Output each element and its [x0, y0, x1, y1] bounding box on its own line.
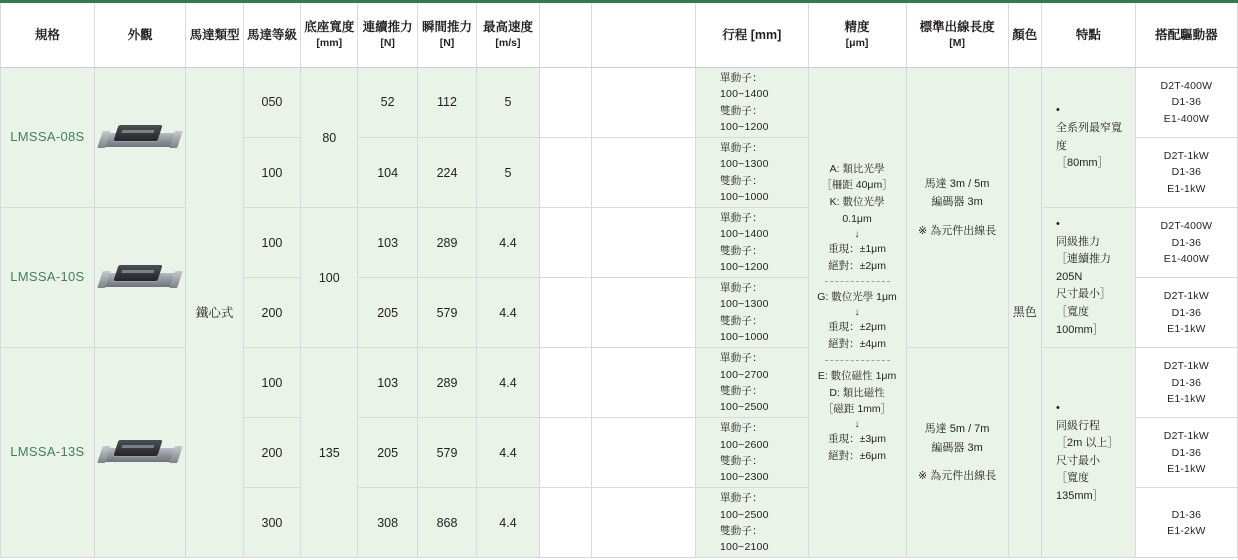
table-row — [1, 68, 1238, 138]
spare-cell-1 — [539, 208, 591, 278]
driver-item: D1-36 — [1171, 306, 1202, 319]
driver-item: D1-36 — [1171, 96, 1202, 109]
header-color: 顏色 — [1008, 2, 1041, 68]
feature-line: ［寬度 100mm］ — [1055, 306, 1104, 336]
header-spec: 規格 — [1, 2, 95, 68]
stroke-line-double: 雙動子：100~1200 — [720, 244, 769, 273]
table-header — [1, 2, 1238, 68]
peak-force: 579 — [417, 418, 476, 488]
table-body — [1, 68, 1238, 558]
stroke-line-single: 單動子：100~1300 — [720, 282, 769, 311]
accuracy-k-label: K: 數位光學 0.1μm — [829, 196, 885, 226]
header-feature: 特點 — [1041, 2, 1135, 68]
driver-item: D2T-1kW — [1163, 430, 1209, 443]
cable-note: ※ 為元件出線長 — [917, 224, 997, 237]
peak-force: 579 — [417, 278, 476, 348]
stroke-range — [696, 138, 809, 208]
header-motor-grade: 馬達等級 — [243, 2, 300, 68]
cable-encoder-length: 編碼器 3m — [931, 196, 983, 209]
feature-line: 同級行程 — [1055, 419, 1100, 432]
motor-grade: 300 — [243, 488, 300, 558]
spare-cell-1 — [539, 68, 591, 138]
feature-line: ［80mm］ — [1055, 157, 1109, 170]
feature-line: 同級推力 — [1055, 235, 1100, 248]
peak-force: 289 — [417, 348, 476, 418]
linear-motor-illustration — [98, 436, 182, 470]
header-spare-1 — [539, 2, 591, 68]
spare-cell-1 — [539, 418, 591, 488]
stroke-range — [696, 348, 809, 418]
bullet-icon: • — [1055, 218, 1060, 231]
stroke-line-double: 雙動子：100~1000 — [720, 314, 769, 343]
header-driver: 搭配驅動器 — [1135, 2, 1237, 68]
spare-cell-2 — [591, 138, 695, 208]
model-name-10s: LMSSA-10S — [1, 208, 95, 348]
appearance-13s — [94, 348, 186, 558]
accuracy-divider-2 — [825, 360, 890, 361]
driver-item: D2T-400W — [1160, 220, 1213, 233]
appearance-08s — [94, 68, 186, 208]
stroke-line-double: 雙動子：100~2100 — [720, 524, 769, 554]
feature-line: ［連續推力 205N — [1055, 253, 1111, 283]
accuracy-absolute-3: 絕對：±6μm — [828, 450, 886, 462]
stroke-range — [696, 278, 809, 348]
down-arrow-icon: ↓ — [854, 307, 860, 319]
driver-list — [1135, 348, 1237, 418]
spare-cell-2 — [591, 348, 695, 418]
driver-item: D1-36 — [1171, 446, 1202, 459]
max-speed: 5 — [477, 138, 540, 208]
max-speed: 4.4 — [477, 488, 540, 558]
bullet-icon: • — [1055, 104, 1060, 117]
continuous-force: 52 — [358, 68, 417, 138]
driver-item: E1-400W — [1163, 252, 1209, 265]
header-peak-force: 瞬間推力 [N] — [417, 2, 476, 68]
stroke-line-double: 雙動子：100~1000 — [720, 174, 769, 203]
feature-line: 全系列最窄寬度 — [1055, 121, 1122, 152]
spare-cell-2 — [591, 68, 695, 138]
header-motor-type: 馬達類型 — [186, 2, 243, 68]
stroke-line-single: 單動子：100~2700 — [720, 352, 769, 381]
spare-cell-1 — [539, 278, 591, 348]
accuracy-d-pitch: ［磁距 1mm］ — [822, 403, 892, 416]
peak-force: 289 — [417, 208, 476, 278]
accuracy-d-label: D: 類比磁性 — [829, 386, 885, 399]
driver-item: D1-36 — [1171, 236, 1202, 249]
accuracy-repeat-3: 重現：±3μm — [828, 433, 886, 446]
driver-list — [1135, 138, 1237, 208]
accuracy-a-pitch: ［柵距 40μm］ — [821, 179, 893, 192]
peak-force: 112 — [417, 68, 476, 138]
accuracy-group-2 — [815, 289, 900, 352]
accuracy-absolute-2: 絕對：±4μm — [828, 338, 886, 351]
driver-item: E1-400W — [1163, 112, 1209, 125]
driver-list — [1135, 278, 1237, 348]
base-width-08s: 80 — [301, 68, 358, 208]
stroke-line-single: 單動子：100~2600 — [720, 422, 769, 451]
header-row — [1, 2, 1238, 68]
spare-cell-1 — [539, 488, 591, 558]
header-max-speed: 最高速度 [m/s] — [477, 2, 540, 68]
max-speed: 5 — [477, 68, 540, 138]
accuracy-group-3 — [815, 368, 900, 465]
accuracy-repeat-1: 重現：±1μm — [828, 242, 886, 255]
accuracy-e-label: E: 數位磁性 1μm — [817, 369, 897, 382]
stroke-range — [696, 208, 809, 278]
header-continuous-force: 連續推力 [N] — [358, 2, 417, 68]
feature-line: 尺寸最小］ — [1055, 288, 1111, 301]
accuracy-divider-1 — [825, 281, 890, 282]
driver-item: D2T-1kW — [1163, 290, 1209, 303]
accuracy-repeat-2: 重現：±2μm — [828, 321, 886, 334]
motor-grade: 100 — [243, 138, 300, 208]
accuracy-a-label: A: 類比光學 — [829, 162, 885, 175]
bullet-icon: • — [1055, 402, 1060, 415]
max-speed: 4.4 — [477, 348, 540, 418]
header-base-width: 底座寬度 [mm] — [301, 2, 358, 68]
feature-line: ［寬度 135mm］ — [1055, 472, 1104, 503]
motor-grade: 200 — [243, 418, 300, 488]
cable-note: ※ 為元件出線長 — [917, 470, 997, 483]
feature-line: 尺寸最小 — [1055, 454, 1100, 467]
cable-encoder-length: 編碼器 3m — [931, 441, 983, 454]
stroke-line-double: 雙動子：100~2500 — [720, 384, 769, 414]
motor-type-value: 鐵心式 — [186, 68, 243, 558]
feature-13s — [1041, 348, 1135, 558]
driver-item: D2T-400W — [1160, 80, 1213, 93]
spare-cell-1 — [539, 348, 591, 418]
driver-item: D1-36 — [1171, 508, 1202, 521]
linear-motor-illustration — [98, 121, 182, 155]
stroke-range — [696, 418, 809, 488]
continuous-force: 103 — [358, 208, 417, 278]
driver-list — [1135, 488, 1237, 558]
motor-grade: 100 — [243, 348, 300, 418]
driver-item: D1-36 — [1171, 376, 1202, 389]
max-speed: 4.4 — [477, 278, 540, 348]
spare-cell-1 — [539, 138, 591, 208]
driver-list — [1135, 418, 1237, 488]
spare-cell-2 — [591, 488, 695, 558]
stroke-range — [696, 488, 809, 558]
cable-length-block-2 — [906, 348, 1008, 558]
continuous-force: 205 — [358, 278, 417, 348]
driver-item: E1-1kW — [1167, 392, 1206, 405]
accuracy-block — [808, 68, 906, 558]
continuous-force: 205 — [358, 418, 417, 488]
base-width-10s: 100 — [301, 208, 358, 348]
max-speed: 4.4 — [477, 418, 540, 488]
linear-motor-illustration — [98, 261, 182, 295]
stroke-line-single: 單動子：100~1300 — [720, 142, 769, 171]
spare-cell-2 — [591, 418, 695, 488]
feature-08s — [1041, 68, 1135, 208]
accuracy-g-label: G: 數位光學 1μm — [817, 291, 897, 304]
model-name-08s: LMSSA-08S — [1, 68, 95, 208]
driver-item: D1-36 — [1171, 166, 1202, 179]
accuracy-absolute-1: 絕對：±2μm — [828, 259, 886, 272]
feature-10s — [1041, 208, 1135, 348]
stroke-line-double: 雙動子：100~1200 — [720, 104, 769, 133]
stroke-line-single: 單動子：100~2500 — [720, 492, 769, 521]
peak-force: 868 — [417, 488, 476, 558]
spare-cell-2 — [591, 208, 695, 278]
base-width-13s: 135 — [301, 348, 358, 558]
cable-length-block-1 — [906, 68, 1008, 348]
motor-grade: 200 — [243, 278, 300, 348]
appearance-10s — [94, 208, 186, 348]
continuous-force: 103 — [358, 348, 417, 418]
stroke-line-single: 單動子：100~1400 — [720, 212, 769, 241]
continuous-force: 308 — [358, 488, 417, 558]
spare-cell-2 — [591, 278, 695, 348]
continuous-force: 104 — [358, 138, 417, 208]
driver-item: E1-1kW — [1167, 322, 1206, 335]
model-name-13s: LMSSA-13S — [1, 348, 95, 558]
driver-list — [1135, 208, 1237, 278]
header-spare-2 — [591, 2, 695, 68]
driver-item: E1-2kW — [1167, 524, 1206, 537]
max-speed: 4.4 — [477, 208, 540, 278]
header-cable-length: 標準出線長度 [M] — [906, 2, 1008, 68]
color-value: 黑色 — [1008, 68, 1041, 558]
header-appearance: 外觀 — [94, 2, 186, 68]
down-arrow-icon: ↓ — [854, 419, 860, 431]
cable-motor-length: 馬達 3m / 5m — [924, 177, 990, 190]
motor-grade: 100 — [243, 208, 300, 278]
cable-motor-length: 馬達 5m / 7m — [924, 422, 990, 435]
driver-item: E1-1kW — [1167, 182, 1206, 195]
stroke-line-double: 雙動子：100~2300 — [720, 454, 769, 484]
stroke-line-single: 單動子：100~1400 — [720, 72, 769, 101]
driver-item: E1-1kW — [1167, 462, 1206, 475]
driver-list — [1135, 68, 1237, 138]
motor-grade: 050 — [243, 68, 300, 138]
down-arrow-icon: ↓ — [854, 228, 860, 240]
accuracy-group-1 — [815, 161, 900, 275]
feature-line: ［2m 以上］ — [1055, 437, 1119, 450]
driver-item: D2T-1kW — [1163, 150, 1209, 163]
stroke-range — [696, 68, 809, 138]
header-accuracy: 精度 [μm] — [808, 2, 906, 68]
header-stroke: 行程 [mm] — [696, 2, 809, 68]
peak-force: 224 — [417, 138, 476, 208]
driver-item: D2T-1kW — [1163, 360, 1209, 373]
